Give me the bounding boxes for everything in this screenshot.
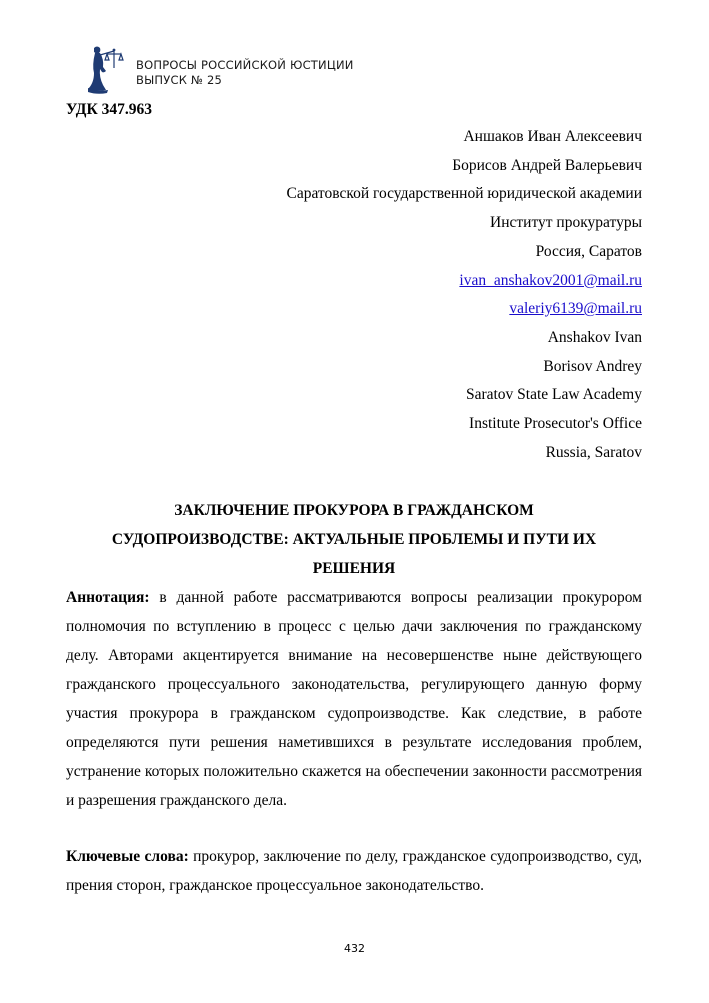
- article-title: [66, 496, 642, 583]
- keywords-label: Ключевые слова:: [66, 848, 189, 865]
- author-name-en-2: Borisov Andrey: [543, 357, 642, 375]
- abstract-text: в данной работе рассматриваются вопросы реализации прокурором полномочия по вступлению в процесс с целью дачи заключения по гражданскому делу. Авторами акцентируется внимание на несовершенстве ныне действующего гражданского процессуального законодательства, регулирующего данную форму участия прокурора в гражданском судопроизводстве. Как следствие, в работе определяются пути решения наметившихся в результате исследования проблем, устранение которых положительно скажется на обеспечении законности рассмотрения и разрешения гражданского дела.: [66, 589, 642, 809]
- author-name-ru-1: Аншаков Иван Алексеевич: [463, 128, 642, 145]
- abstract-paragraph: [66, 583, 642, 815]
- title-line-2: СУДОПРОИЗВОДСТВЕ: АКТУАЛЬНЫЕ ПРОБЛЕМЫ И ПУТИ ИХ: [111, 531, 597, 548]
- keywords-text: прокурор, заключение по делу, гражданское судопроизводство, суд, прения сторон, гражданское процессуальное законодательство.: [66, 848, 642, 894]
- title-line-3: РЕШЕНИЯ: [312, 560, 396, 577]
- author-name-en-1: Anshakov Ivan: [547, 328, 642, 346]
- email-link-2[interactable]: valeriy6139@mail.ru: [509, 300, 642, 318]
- abstract-label: Аннотация:: [66, 589, 150, 606]
- institute-en: Institute Prosecutor's Office: [469, 415, 642, 433]
- journal-title: [136, 58, 354, 88]
- author-name-ru-2: Борисов Андрей Валерьевич: [452, 156, 642, 174]
- keywords-paragraph: [66, 842, 642, 900]
- institute-ru: Институт прокуратуры: [490, 214, 642, 232]
- title-line-1: ЗАКЛЮЧЕНИЕ ПРОКУРОРА В ГРАЖДАНСКОМ: [174, 502, 534, 519]
- location-ru: Россия, Саратов: [535, 242, 642, 260]
- affiliation-ru: Саратовской государственной юридической академии: [286, 185, 642, 203]
- email-link-1[interactable]: ivan_anshakov2001@mail.ru: [459, 271, 642, 289]
- page-number: 432: [344, 942, 365, 955]
- location-en: Russia, Saratov: [545, 443, 642, 461]
- udk-code: УДК 347.963: [66, 101, 152, 118]
- journal-issue: ВЫПУСК № 25: [136, 73, 222, 87]
- journal-name: ВОПРОСЫ РОССИЙСКОЙ ЮСТИЦИИ: [136, 58, 354, 72]
- themis-logo-icon: [74, 42, 130, 98]
- affiliation-en: Saratov State Law Academy: [465, 386, 642, 404]
- author-block: [286, 123, 642, 467]
